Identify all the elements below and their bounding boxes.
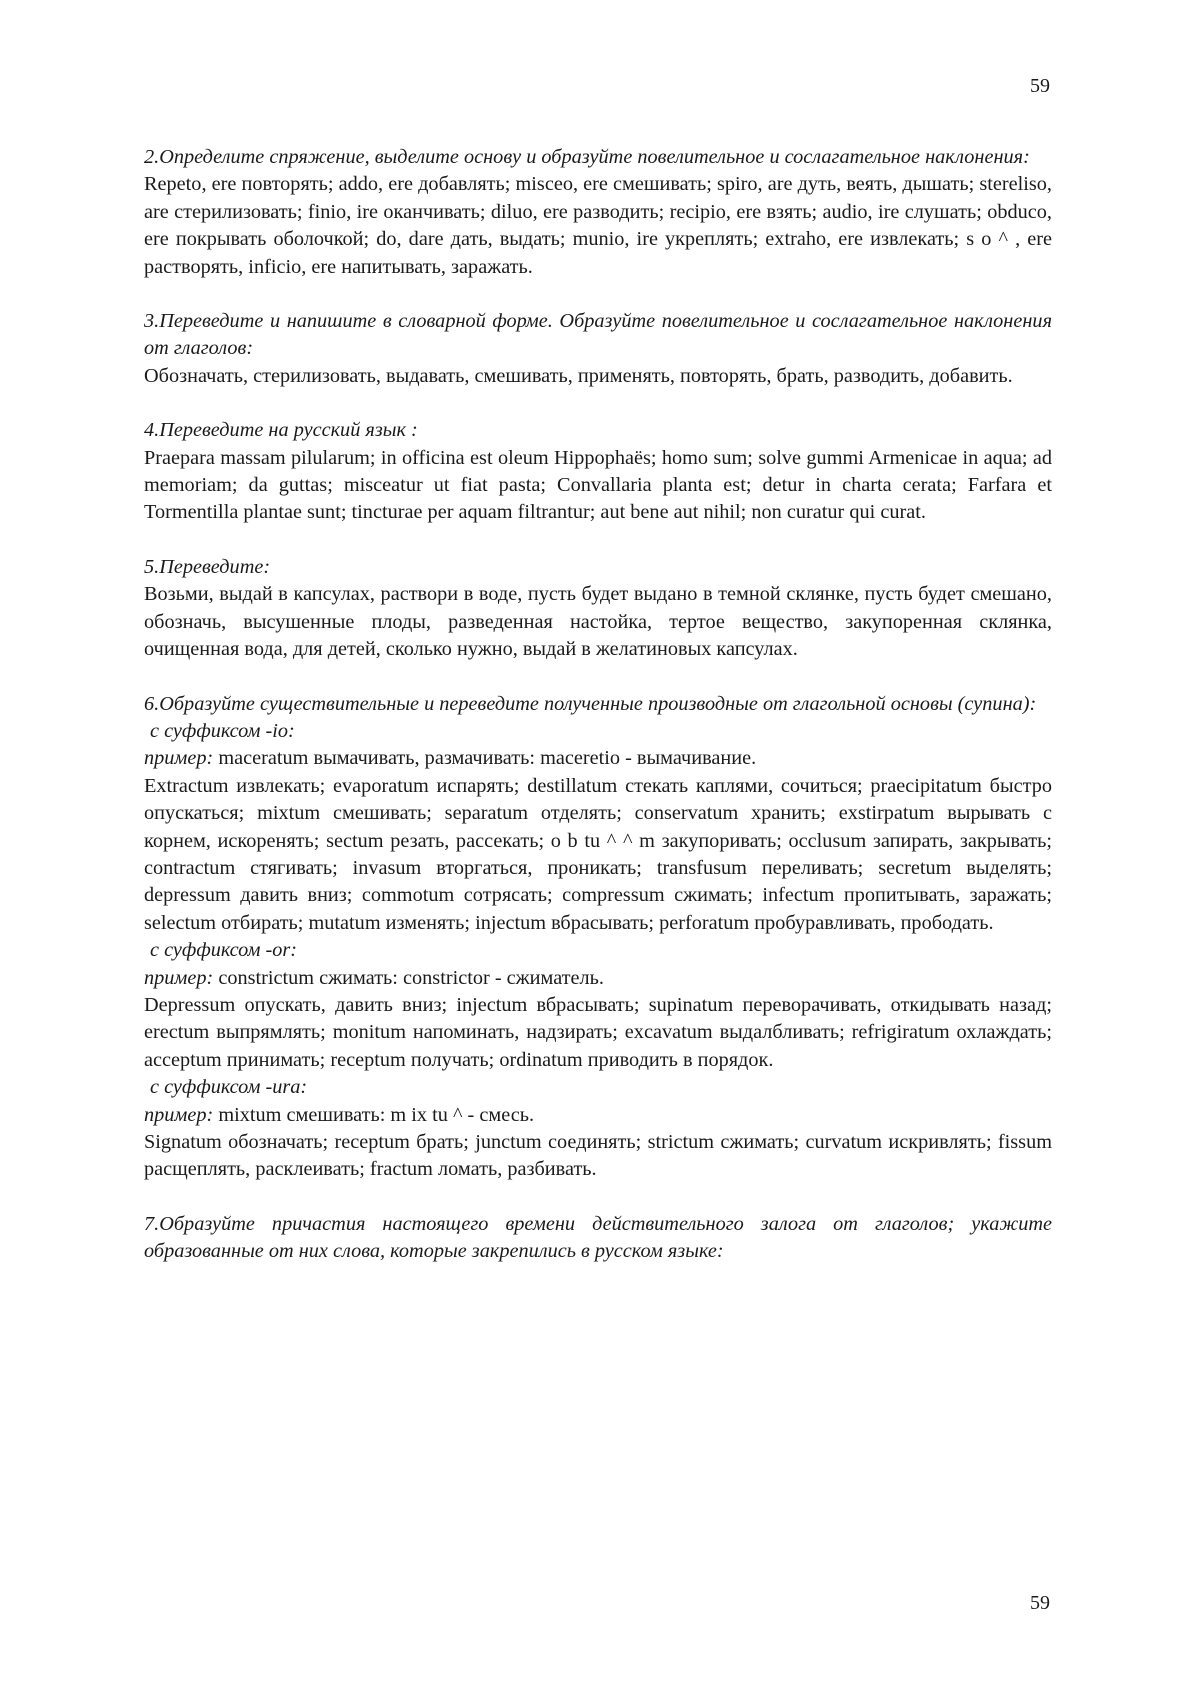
suffix-io-example [144, 745, 1052, 772]
task-6-heading: 6.Образуйте существительные и переведите полученные производные от глагольной основы (супина): [144, 692, 1037, 715]
task-3-text: Обозначать, стерилизовать, выдавать, смешивать, применять, повторять, брать, разводить, добавить. [144, 364, 1013, 387]
task-3-heading: 3.Переведите и напишите в словарной форме. Образуйте повелительное и сослагательное наклонения от глаголов: [144, 310, 1052, 360]
example-text: mixtum смешивать: m ix tu ^ - смесь. [213, 1103, 535, 1126]
example-text: maceratum вымачивать, размачивать: maceretio - вымачивание. [213, 747, 757, 770]
task-2-text: Repeto, ere повторять; addo, ere добавлять; misceo, ere смешивать; spiro, are дуть, веять, дышать; stereliso, are стерилизовать; finio, ire оканчивать; diluo, ere разводить; recipio, ere взять; audio, ire слушать; obduco, ere покрывать оболочкой; do, dare дать, выдать; munio, ire укреплять; extraho, ere извлекать; s o ^ , ere растворять, inficio, ere напитывать, заражать. [144, 173, 1052, 278]
example-label: пример: [144, 1103, 214, 1126]
task-2-heading: 2.Определите спряжение, выделите основу и образуйте повелительное и сослагательное наклонения: [144, 146, 1030, 168]
task-5-text: Возьми, выдай в капсулах, раствори в воде, пусть будет выдано в темной склянке, пусть будет смешано, обозначь, высушенные плоды, разведенная настойка, тертое вещество, закупоренная склянка, очищенная вода, для детей, сколько нужно, выдай в желатиновых капсулах. [144, 583, 1052, 661]
suffix-or-text: Depressum опускать, давить вниз; injectum вбрасывать; supinatum переворачивать, откидывать назад; erectum выпрямлять; monitum напоминать, надзирать; excavatum выдалбливать; refrigiratum охлаждать; acceptum принимать; receptum получать; ordinatum приводить в порядок. [144, 993, 1052, 1071]
example-label: пример: [144, 966, 214, 989]
suffix-ura-text: Signatum обозначать; receptum брать; junctum соединять; strictum сжимать; curvatum искривлять; fissum расщеплять, расклеивать; fractum ломать, разбивать. [144, 1131, 1052, 1181]
suffix-or-example [144, 965, 1052, 992]
suffix-io-text: Extractum извлекать; evaporatum испарять; destillatum стекать каплями, сочиться; praecipitatum быстро опускаться; mixtum смешивать; separatum отделять; conservatum хранить; exstirpatum вырывать с корнем, искоренять; sectum резать, рассекать; o b tu ^ ^ m закупоривать; occlusum запирать, закрывать; contractum стягивать; invasum вторгаться, проникать; transfusum переливать; secretum выделять; depressum давить вниз; commotum сотрясать; compressum сжимать; infectum пропитывать, заражать; selectum отбирать; mutatum изменять; injectum вбрасывать; perforatum пробуравливать, прободать. [144, 774, 1052, 934]
suffix-ura-example [144, 1102, 1052, 1129]
page-number-bottom: 59 [1030, 1592, 1050, 1614]
page-number-top: 59 [1030, 75, 1050, 97]
example-text: constrictum сжимать: constrictor - сжиматель. [213, 966, 604, 989]
task-4-text: Praepara massam pilularum; in officina est oleum Hippophaës; homo sum; solve gummi Armenicae in aqua; ad memoriam; da guttas; misceatur ut fiat pasta; Convallaria planta est; detur in charta cerata; Farfara et Tormentilla plantae sunt; tincturae per aquam filtrantur; aut bene aut nihil; non curatur qui curat. [144, 446, 1052, 524]
example-label: пример: [144, 747, 214, 770]
task-5-heading: 5.Переведите: [144, 555, 271, 578]
suffix-ura-label: с суффиксом -ura: [150, 1076, 308, 1099]
document-body [144, 144, 1052, 1266]
task-7-heading: 7.Образуйте причастия настоящего времени действительного залога от глаголов; укажите образованные от них слова, которые закрепились в русском языке: [144, 1212, 1052, 1263]
suffix-io-label: с суффиксом -io: [150, 719, 295, 742]
task-4-heading: 4.Переведите на русский язык : [144, 419, 418, 442]
suffix-or-label: с суффиксом -or: [150, 939, 298, 962]
